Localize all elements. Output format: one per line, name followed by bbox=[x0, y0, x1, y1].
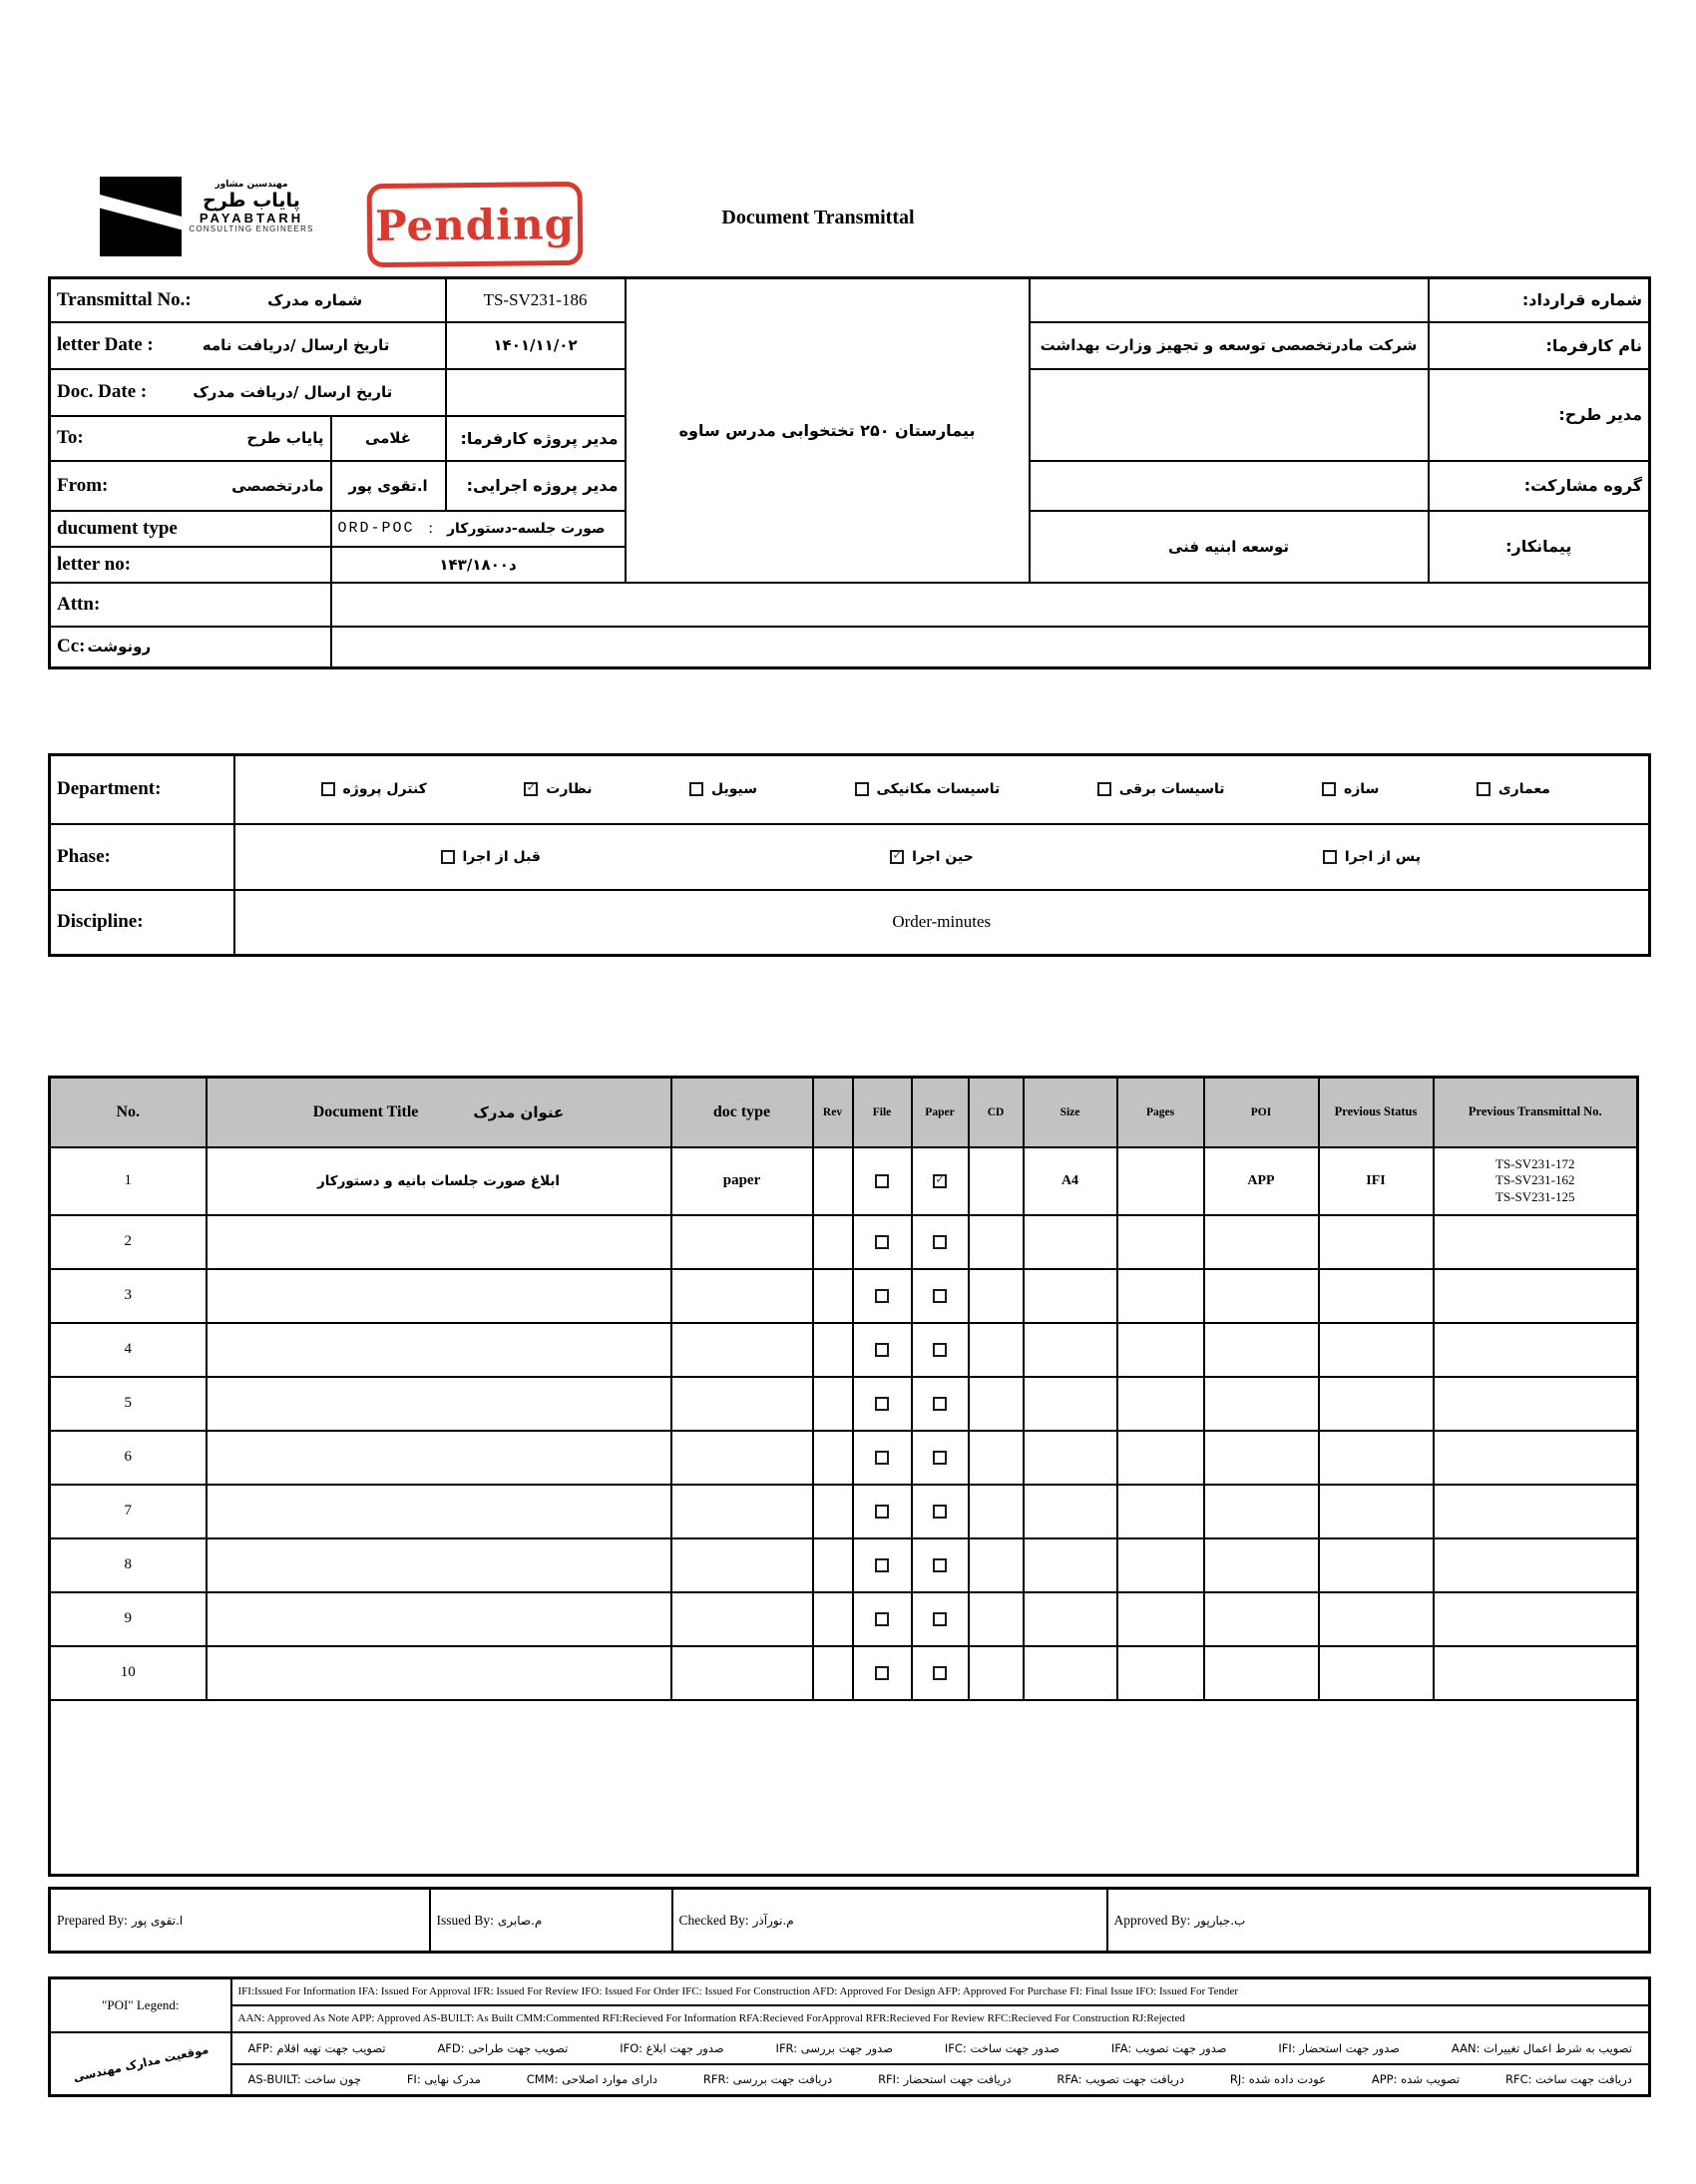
cell-size bbox=[1024, 1592, 1117, 1646]
legend-item: RFA: دریافت جهت تصویب bbox=[1057, 2072, 1184, 2087]
header-previous-status: Previous Status bbox=[1319, 1078, 1434, 1147]
cell-paper bbox=[912, 1215, 969, 1269]
cell-no: 10 bbox=[50, 1646, 207, 1700]
issued-by-cell bbox=[430, 1889, 672, 1953]
contract-no-value bbox=[1030, 278, 1429, 322]
file-checkbox-row-8[interactable] bbox=[875, 1558, 889, 1572]
doc-row-7 bbox=[50, 1485, 1638, 1538]
attn-label: Attn: bbox=[50, 583, 331, 627]
legend-en-line1: IFI:Issued For Information IFA: Issued For Approval IFR: Issued For Review IFO: Issued For Order IFC: Issued For Construction AFD: Approved For Design AFP: Approved For Purchase FI: Final Issue IFO: Issued For Tender bbox=[231, 1978, 1650, 2005]
cell-cd bbox=[969, 1377, 1024, 1431]
department-checkbox-architecture[interactable] bbox=[1477, 782, 1490, 796]
cell-previous-status bbox=[1319, 1485, 1434, 1538]
cell-no: 3 bbox=[50, 1269, 207, 1323]
cell-file bbox=[853, 1485, 912, 1538]
cell-poi bbox=[1204, 1269, 1319, 1323]
department-option-label-architecture: معماری bbox=[1497, 781, 1550, 798]
department-option-civil bbox=[689, 781, 757, 797]
poi-legend-label: "POI" Legend: bbox=[50, 1978, 231, 2032]
legend-fa-line1-cell bbox=[231, 2032, 1650, 2064]
department-option-architecture bbox=[1477, 781, 1550, 797]
cell-pages bbox=[1117, 1538, 1204, 1592]
document-type-value: ORD-POC : صورت جلسه-دستورکار bbox=[331, 511, 626, 547]
cell-rev bbox=[813, 1538, 853, 1592]
department-option-label-electrical: تاسیسات برقی bbox=[1118, 781, 1225, 798]
paper-checkbox-row-3[interactable] bbox=[933, 1289, 947, 1303]
legend-item: CMM: دارای موارد اصلاحی bbox=[526, 2072, 658, 2087]
cell-poi: APP bbox=[1204, 1147, 1319, 1215]
contract-no-label: شماره قرارداد: bbox=[1429, 278, 1650, 322]
previous-transmittal-no: TS-SV231-172 bbox=[1495, 1156, 1575, 1172]
paper-checkbox-row-5[interactable] bbox=[933, 1397, 947, 1411]
phase-option-label-after-execution: پس از اجرا bbox=[1344, 848, 1421, 865]
cell-size bbox=[1024, 1377, 1117, 1431]
attn-value bbox=[331, 583, 1650, 627]
cell-cd bbox=[969, 1147, 1024, 1215]
legend-item: AFD: تصویب جهت طراحی bbox=[437, 2040, 569, 2055]
cell-rev bbox=[813, 1646, 853, 1700]
cell-paper bbox=[912, 1538, 969, 1592]
partnership-label: گروه مشارکت: bbox=[1429, 461, 1650, 511]
file-checkbox-row-7[interactable] bbox=[875, 1505, 889, 1519]
cell-poi bbox=[1204, 1377, 1319, 1431]
letter-date-value: ۱۴۰۱/۱۱/۰۲ bbox=[446, 322, 626, 369]
doc-row-10 bbox=[50, 1646, 1638, 1700]
brand-subtitle: CONSULTING ENGINEERS bbox=[189, 224, 314, 234]
cell-paper bbox=[912, 1377, 969, 1431]
cell-pages bbox=[1117, 1377, 1204, 1431]
cell-paper bbox=[912, 1431, 969, 1485]
to-person: غلامی bbox=[331, 416, 446, 461]
legend-item: IFR: صدور جهت بررسی bbox=[775, 2040, 893, 2055]
paper-checkbox-row-10[interactable] bbox=[933, 1666, 947, 1680]
prepared-by-label: Prepared By: bbox=[57, 1912, 128, 1928]
header-no: No. bbox=[50, 1078, 207, 1147]
doc-row-3 bbox=[50, 1269, 1638, 1323]
transmittal-no-label: Transmittal No.: شماره مدرک bbox=[50, 278, 446, 322]
previous-transmittal-no: TS-SV231-162 bbox=[1495, 1172, 1575, 1188]
legend-item: RFI: دریافت جهت استحضار bbox=[878, 2072, 1012, 2087]
legend-item: IFO: صدور جهت ابلاغ bbox=[620, 2040, 724, 2055]
fa-legend-label: موقعیت مدارک مهندسی bbox=[71, 2042, 210, 2085]
cell-paper bbox=[912, 1323, 969, 1377]
signatures-table bbox=[48, 1887, 1651, 1954]
legend-item: AAN: تصویب به شرط اعمال تغییرات bbox=[1451, 2040, 1632, 2055]
doc-row-5 bbox=[50, 1377, 1638, 1431]
cell-size bbox=[1024, 1323, 1117, 1377]
cell-previous-transmittal bbox=[1434, 1147, 1638, 1215]
checked-by-cell bbox=[672, 1889, 1107, 1953]
document-type-label: ducument type bbox=[50, 511, 331, 547]
paper-checkbox-row-9[interactable] bbox=[933, 1612, 947, 1626]
cell-doc-type bbox=[671, 1485, 813, 1538]
department-options bbox=[241, 781, 1643, 797]
phase-option-after-execution bbox=[1323, 849, 1421, 865]
file-checkbox-row-4[interactable] bbox=[875, 1343, 889, 1357]
brand-tagline: مهندسین مشاور bbox=[214, 180, 288, 190]
brand-name-fa: پایاب طرح bbox=[203, 189, 300, 212]
cell-poi bbox=[1204, 1485, 1319, 1538]
cell-previous-status bbox=[1319, 1431, 1434, 1485]
department-checkbox-project-control[interactable] bbox=[321, 782, 335, 796]
cell-rev bbox=[813, 1592, 853, 1646]
phase-label: Phase: bbox=[50, 824, 234, 890]
header-poi: POI bbox=[1204, 1078, 1319, 1147]
cell-file bbox=[853, 1592, 912, 1646]
cell-pages bbox=[1117, 1592, 1204, 1646]
cell-pages bbox=[1117, 1485, 1204, 1538]
paper-checkbox-row-7[interactable] bbox=[933, 1505, 947, 1519]
brand-block bbox=[188, 181, 315, 234]
cell-file bbox=[853, 1538, 912, 1592]
phase-checkbox-after-execution[interactable] bbox=[1323, 850, 1337, 864]
checked-by-label: Checked By: bbox=[678, 1912, 749, 1928]
contractor-value: توسعه ابنیه فنی bbox=[1030, 511, 1429, 583]
cell-paper bbox=[912, 1269, 969, 1323]
cell-poi bbox=[1204, 1538, 1319, 1592]
cell-previous-status: IFI bbox=[1319, 1147, 1434, 1215]
company-logo bbox=[100, 177, 182, 256]
legend-item: IFI: صدور جهت استحضار bbox=[1278, 2040, 1401, 2055]
cell-previous-status bbox=[1319, 1646, 1434, 1700]
cell-no: 1 bbox=[50, 1147, 207, 1215]
approved-by-label: Approved By: bbox=[1113, 1912, 1191, 1928]
department-checkbox-structure[interactable] bbox=[1322, 782, 1336, 796]
cell-previous-status bbox=[1319, 1269, 1434, 1323]
department-checkbox-civil[interactable] bbox=[689, 782, 703, 796]
empty-notes-area bbox=[50, 1700, 1638, 1876]
cell-pages bbox=[1117, 1646, 1204, 1700]
phase-checkbox-during-execution[interactable] bbox=[890, 850, 904, 864]
cell-doc-type bbox=[671, 1538, 813, 1592]
cell-rev bbox=[813, 1215, 853, 1269]
file-checkbox-row-5[interactable] bbox=[875, 1397, 889, 1411]
cell-title bbox=[207, 1485, 671, 1538]
legend-item: FI: مدرک نهایی bbox=[406, 2072, 481, 2087]
cell-previous-status bbox=[1319, 1592, 1434, 1646]
doc-table-body bbox=[50, 1147, 1638, 1700]
cell-poi bbox=[1204, 1431, 1319, 1485]
cell-poi bbox=[1204, 1215, 1319, 1269]
cell-previous-status bbox=[1319, 1377, 1434, 1431]
doc-row-9 bbox=[50, 1592, 1638, 1646]
cell-title bbox=[207, 1215, 671, 1269]
cell-rev bbox=[813, 1431, 853, 1485]
cell-rev bbox=[813, 1377, 853, 1431]
cell-paper bbox=[912, 1147, 969, 1215]
phase-option-during-execution bbox=[890, 849, 974, 865]
department-option-label-project-control: کنترل پروژه bbox=[342, 781, 427, 798]
cell-pages bbox=[1117, 1323, 1204, 1377]
pending-stamp: Pending bbox=[367, 182, 584, 267]
legend-table bbox=[48, 1976, 1651, 2097]
to-role-label: مدیر پروژه کارفرما: bbox=[446, 416, 626, 461]
info-table bbox=[48, 276, 1651, 669]
phase-checkbox-before-execution[interactable] bbox=[441, 850, 455, 864]
cell-previous-transmittal bbox=[1434, 1215, 1638, 1269]
to-cell: To: پایاب طرح bbox=[50, 416, 331, 461]
legend-item: IFC: صدور جهت ساخت bbox=[944, 2040, 1060, 2055]
paper-checkbox-row-1[interactable] bbox=[933, 1174, 947, 1188]
legend-item: RFC: دریافت جهت ساخت bbox=[1504, 2072, 1632, 2087]
department-option-label-civil: سیویل bbox=[711, 781, 758, 798]
project-name: بیمارستان ۲۵۰ تختخوابی مدرس ساوه bbox=[626, 278, 1030, 583]
cell-previous-transmittal bbox=[1434, 1377, 1638, 1431]
discipline-label: Discipline: bbox=[50, 890, 234, 956]
doc-row-4 bbox=[50, 1323, 1638, 1377]
cell-rev bbox=[813, 1485, 853, 1538]
cell-file bbox=[853, 1323, 912, 1377]
phase-option-before-execution bbox=[441, 849, 541, 865]
cell-no: 6 bbox=[50, 1431, 207, 1485]
header-pages: Pages bbox=[1117, 1078, 1204, 1147]
legend-fa-line1 bbox=[238, 2041, 1643, 2055]
cell-cd bbox=[969, 1269, 1024, 1323]
cell-no: 4 bbox=[50, 1323, 207, 1377]
from-value: مادرتخصصی bbox=[231, 476, 324, 495]
cell-rev bbox=[813, 1147, 853, 1215]
brand-name-en: PAYABTARH bbox=[199, 210, 304, 225]
cell-size bbox=[1024, 1485, 1117, 1538]
cell-previous-status bbox=[1319, 1215, 1434, 1269]
cell-rev bbox=[813, 1269, 853, 1323]
cell-title bbox=[207, 1431, 671, 1485]
approved-by-cell bbox=[1107, 1889, 1650, 1953]
fa-legend-label-cell bbox=[50, 2032, 231, 2096]
cell-cd bbox=[969, 1646, 1024, 1700]
doc-row-2 bbox=[50, 1215, 1638, 1269]
logo-swoosh-icon bbox=[100, 192, 182, 234]
legend-item: APP: تصویب شده bbox=[1371, 2072, 1461, 2087]
letter-no-label: letter no: bbox=[50, 547, 331, 583]
cell-no: 2 bbox=[50, 1215, 207, 1269]
cell-size bbox=[1024, 1215, 1117, 1269]
header-size: Size bbox=[1024, 1078, 1117, 1147]
department-option-mechanical bbox=[855, 781, 1001, 797]
cell-file bbox=[853, 1646, 912, 1700]
cell-title bbox=[207, 1323, 671, 1377]
department-option-label-structure: سازه bbox=[1343, 781, 1380, 798]
cell-doc-type bbox=[671, 1646, 813, 1700]
cell-previous-transmittal bbox=[1434, 1538, 1638, 1592]
cell-previous-transmittal bbox=[1434, 1646, 1638, 1700]
cell-doc-type bbox=[671, 1323, 813, 1377]
cell-file bbox=[853, 1431, 912, 1485]
legend-item: RJ: عودت داده شده bbox=[1229, 2072, 1326, 2087]
legend-item: RFR: دریافت جهت بررسی bbox=[702, 2072, 833, 2087]
paper-checkbox-row-6[interactable] bbox=[933, 1451, 947, 1465]
file-checkbox-row-6[interactable] bbox=[875, 1451, 889, 1465]
paper-checkbox-row-8[interactable] bbox=[933, 1558, 947, 1572]
transmittal-no-value: TS-SV231-186 bbox=[446, 278, 626, 322]
department-option-project-control bbox=[321, 781, 427, 797]
file-checkbox-row-1[interactable] bbox=[875, 1174, 889, 1188]
checked-by-value: م.نورآذر bbox=[752, 1913, 794, 1928]
header-rev: Rev bbox=[813, 1078, 853, 1147]
doc-row-8 bbox=[50, 1538, 1638, 1592]
cell-paper bbox=[912, 1485, 969, 1538]
cell-poi bbox=[1204, 1592, 1319, 1646]
department-checkbox-mechanical[interactable] bbox=[855, 782, 869, 796]
cell-title bbox=[207, 1269, 671, 1323]
cell-doc-type bbox=[671, 1377, 813, 1431]
legend-fa-line2-cell bbox=[231, 2064, 1650, 2096]
cell-cd bbox=[969, 1592, 1024, 1646]
header-cd: CD bbox=[969, 1078, 1024, 1147]
from-person: ا.تقوی پور bbox=[331, 461, 446, 511]
cell-no: 7 bbox=[50, 1485, 207, 1538]
file-checkbox-row-9[interactable] bbox=[875, 1612, 889, 1626]
from-cell: From: مادرتخصصی bbox=[50, 461, 331, 511]
department-checkbox-supervision[interactable] bbox=[524, 782, 538, 796]
cell-cd bbox=[969, 1323, 1024, 1377]
prepared-by-cell bbox=[50, 1889, 430, 1953]
department-option-label-mechanical: تاسیسات مکانیکی bbox=[876, 781, 1001, 798]
department-option-label-supervision: نظارت bbox=[546, 781, 593, 798]
cell-title bbox=[207, 1646, 671, 1700]
department-option-electrical bbox=[1097, 781, 1225, 797]
cell-cd bbox=[969, 1485, 1024, 1538]
letter-date-label: letter Date : تاریخ ارسال /دریافت نامه bbox=[50, 322, 446, 369]
legend-item: AS-BUILT: چون ساخت bbox=[247, 2072, 361, 2087]
department-option-supervision bbox=[524, 781, 592, 797]
cell-file bbox=[853, 1269, 912, 1323]
department-checkbox-electrical[interactable] bbox=[1097, 782, 1111, 796]
doc-row-1 bbox=[50, 1147, 1638, 1215]
cell-pages bbox=[1117, 1269, 1204, 1323]
paper-checkbox-row-2[interactable] bbox=[933, 1235, 947, 1249]
to-value: پایاب طرح bbox=[246, 429, 324, 447]
cell-poi bbox=[1204, 1646, 1319, 1700]
approved-by-value: ب.جبارپور bbox=[1194, 1913, 1246, 1928]
legend-item: IFA: صدور جهت تصویب bbox=[1110, 2040, 1227, 2055]
phase-options-cell bbox=[234, 824, 1650, 890]
header-paper: Paper bbox=[912, 1078, 969, 1147]
cell-size bbox=[1024, 1538, 1117, 1592]
file-checkbox-row-10[interactable] bbox=[875, 1666, 889, 1680]
partnership-value bbox=[1030, 461, 1429, 511]
cell-no: 8 bbox=[50, 1538, 207, 1592]
cell-doc-type bbox=[671, 1431, 813, 1485]
legend-en-line2: AAN: Approved As Note APP: Approved AS-BUILT: As Built CMM:Commented RFI:Recieved For Information RFA:Recieved ForApproval RFR:Recieved For Review RFC:Recieved For Construction RJ:Rejected bbox=[231, 2005, 1650, 2032]
cell-rev bbox=[813, 1323, 853, 1377]
cell-size bbox=[1024, 1646, 1117, 1700]
documents-table bbox=[48, 1076, 1639, 1877]
cell-previous-status bbox=[1319, 1323, 1434, 1377]
cell-paper bbox=[912, 1646, 969, 1700]
legend-fa-line2 bbox=[238, 2072, 1643, 2086]
letter-no-value: د۱۴۳/۱۸۰۰ bbox=[331, 547, 626, 583]
paper-checkbox-row-4[interactable] bbox=[933, 1343, 947, 1357]
client-value: شرکت مادرتخصصی توسعه و تجهیز وزارت بهداشت bbox=[1030, 322, 1429, 369]
doc-date-value bbox=[446, 369, 626, 416]
contractor-label: پیمانکار: bbox=[1429, 511, 1650, 583]
from-role-label: مدیر پروژه اجرایی: bbox=[446, 461, 626, 511]
cell-cd bbox=[969, 1215, 1024, 1269]
header-title: Document Title عنوان مدرک bbox=[207, 1078, 671, 1147]
phase-option-label-before-execution: قبل از اجرا bbox=[462, 848, 541, 865]
classification-table bbox=[48, 753, 1651, 957]
cell-size bbox=[1024, 1269, 1117, 1323]
department-option-structure bbox=[1322, 781, 1379, 797]
cell-previous-transmittal bbox=[1434, 1592, 1638, 1646]
issued-by-value: م.صابری bbox=[497, 1913, 543, 1928]
department-options-cell bbox=[234, 755, 1650, 824]
header-doc-type: doc type bbox=[671, 1078, 813, 1147]
cc-label: Cc: رونوشت bbox=[50, 627, 331, 668]
header-file: File bbox=[853, 1078, 912, 1147]
cell-title: ابلاغ صورت جلسات بانیه و دستورکار bbox=[207, 1147, 671, 1215]
cell-pages bbox=[1117, 1147, 1204, 1215]
discipline-value: Order-minutes bbox=[234, 890, 1650, 956]
cell-title bbox=[207, 1592, 671, 1646]
cell-poi bbox=[1204, 1323, 1319, 1377]
client-label: نام کارفرما: bbox=[1429, 322, 1650, 369]
file-checkbox-row-2[interactable] bbox=[875, 1235, 889, 1249]
phase-options bbox=[241, 849, 1643, 865]
cell-doc-type: paper bbox=[671, 1147, 813, 1215]
legend-item: AFP: تصویب جهت تهیه اقلام bbox=[247, 2040, 386, 2055]
cell-no: 9 bbox=[50, 1592, 207, 1646]
design-manager-value bbox=[1030, 369, 1429, 461]
doc-row-6 bbox=[50, 1431, 1638, 1485]
cell-doc-type bbox=[671, 1215, 813, 1269]
department-label: Department: bbox=[50, 755, 234, 824]
header-previous-transmittal: Previous Transmittal No. bbox=[1434, 1078, 1638, 1147]
cc-value bbox=[331, 627, 1650, 668]
cell-file bbox=[853, 1377, 912, 1431]
previous-transmittal-no: TS-SV231-125 bbox=[1495, 1188, 1575, 1204]
cell-pages bbox=[1117, 1215, 1204, 1269]
page-title: Document Transmittal bbox=[721, 207, 915, 228]
doc-date-label: Doc. Date : تاریخ ارسال /دریافت مدرک bbox=[50, 369, 446, 416]
cell-paper bbox=[912, 1592, 969, 1646]
prepared-by-value: ا.تقوی پور bbox=[131, 1913, 184, 1928]
phase-option-label-during-execution: حین اجرا bbox=[912, 848, 974, 865]
file-checkbox-row-3[interactable] bbox=[875, 1289, 889, 1303]
cell-file bbox=[853, 1147, 912, 1215]
cell-previous-status bbox=[1319, 1538, 1434, 1592]
cell-cd bbox=[969, 1431, 1024, 1485]
cell-doc-type bbox=[671, 1592, 813, 1646]
cell-title bbox=[207, 1377, 671, 1431]
cell-title bbox=[207, 1538, 671, 1592]
cell-size bbox=[1024, 1431, 1117, 1485]
cell-file bbox=[853, 1215, 912, 1269]
cell-previous-transmittal bbox=[1434, 1431, 1638, 1485]
cell-pages bbox=[1117, 1431, 1204, 1485]
cell-cd bbox=[969, 1538, 1024, 1592]
cell-doc-type bbox=[671, 1269, 813, 1323]
cell-previous-transmittal bbox=[1434, 1485, 1638, 1538]
issued-by-label: Issued By: bbox=[436, 1912, 494, 1928]
cell-previous-transmittal bbox=[1434, 1323, 1638, 1377]
design-manager-label: مدیر طرح: bbox=[1429, 369, 1650, 461]
cell-no: 5 bbox=[50, 1377, 207, 1431]
cell-previous-transmittal bbox=[1434, 1269, 1638, 1323]
cell-size: A4 bbox=[1024, 1147, 1117, 1215]
